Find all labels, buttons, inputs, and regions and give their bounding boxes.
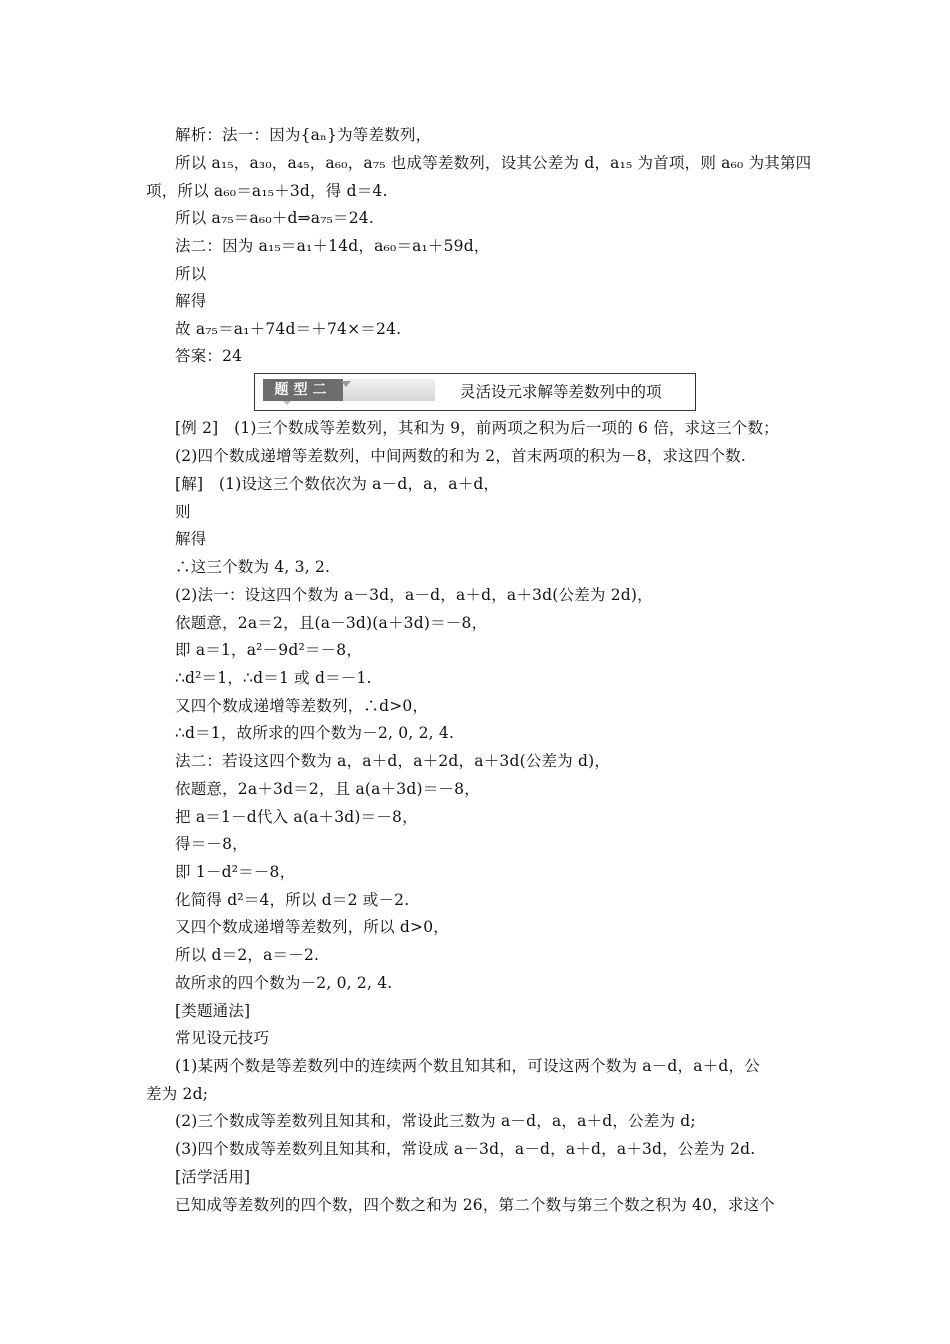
text-line: 解析：法一：因为{aₙ}为等差数列， xyxy=(175,126,432,144)
text-line: 得＝－8， xyxy=(175,835,248,853)
text-line: 解得 xyxy=(175,530,207,548)
text-line: 所以 d＝2，a＝－2. xyxy=(175,946,320,964)
text-line: [例 2] (1)三个数成等差数列，其和为 9，前两项之积为后一项的 6 倍，求这三个数； xyxy=(175,419,779,437)
text-line: 常见设元技巧 xyxy=(175,1029,270,1047)
text-line: 故 a₇₅＝a₁＋74d＝＋74×＝24. xyxy=(175,320,402,338)
text-line: ∴d＝1，故所求的四个数为－2, 0, 2, 4. xyxy=(175,724,455,742)
text-line: 差为 2d; xyxy=(146,1085,209,1103)
text-line: (2)三个数成等差数列且知其和，常设此三数为 a－d，a，a＋d，公差为 d; xyxy=(175,1112,696,1130)
text-line: (2)法一：设这四个数为 a－3d，a－d，a＋d，a＋3d(公差为 2d)， xyxy=(175,586,653,604)
section-tag xyxy=(263,379,435,401)
text-line: 已知成等差数列的四个数，四个数之和为 26，第二个数与第三个数之积为 40，求这个 xyxy=(175,1196,776,1214)
text-line: 依题意，2a＋3d＝2，且 a(a＋3d)＝－8， xyxy=(175,780,480,798)
text-line: ∴这三个数为 4, 3, 2. xyxy=(175,558,331,576)
text-line: [活学活用] xyxy=(175,1168,251,1186)
text-line: [类题通法] xyxy=(175,1002,251,1020)
section-title: 灵活设元求解等差数列中的项 xyxy=(460,383,662,401)
text-line: 把 a＝1－d代入 a(a＋3d)＝－8， xyxy=(175,808,418,826)
text-line: [解] (1)设这三个数依次为 a－d，a，a＋d， xyxy=(175,475,500,493)
text-line: 依题意，2a＝2，且(a－3d)(a＋3d)＝－8， xyxy=(175,614,488,632)
text-line: 则 xyxy=(175,503,191,521)
text-line: 即 a＝1，a²－9d²＝－8， xyxy=(175,641,363,659)
text-line: 法二：若设这四个数为 a，a＋d，a＋2d，a＋3d(公差为 d)， xyxy=(175,752,611,770)
text-line: 项，所以 a₆₀＝a₁₅＋3d，得 d＝4. xyxy=(146,182,388,200)
section-header-box xyxy=(254,373,696,411)
tag-pointer-icon xyxy=(283,401,291,405)
text-line: 又四个数成递增等差数列，所以 d>0， xyxy=(175,918,449,936)
text-line: 所以 xyxy=(175,265,207,283)
tag-notch-icon xyxy=(341,381,351,387)
text-line: ∴d²＝1，∴d＝1 或 d＝－1. xyxy=(175,669,372,687)
text-line: 所以 a₇₅＝a₆₀＋d⇒a₇₅＝24. xyxy=(175,209,374,227)
text-line: 法二：因为 a₁₅＝a₁＋14d，a₆₀＝a₁＋59d， xyxy=(175,237,490,255)
text-line: 即 1－d²＝－8， xyxy=(175,863,296,881)
text-line: 故所求的四个数为－2, 0, 2, 4. xyxy=(175,974,393,992)
text-line: 解得 xyxy=(175,292,207,310)
text-line: 所以 a₁₅，a₃₀，a₄₅，a₆₀，a₇₅ 也成等差数列，设其公差为 d，a₁₅ 为首项，则 a₆₀ 为其第四 xyxy=(175,154,812,172)
text-line: (3)四个数成等差数列且知其和，常设成 a－3d，a－d，a＋d，a＋3d，公差为 2d. xyxy=(175,1140,756,1158)
text-line: (1)某两个数是等差数列中的连续两个数且知其和，可设这两个数为 a－d，a＋d，公 xyxy=(175,1057,760,1075)
text-line: 答案：24 xyxy=(175,347,243,365)
text-line: 化简得 d²＝4，所以 d＝2 或－2. xyxy=(175,891,410,909)
text-line: 又四个数成递增等差数列，∴d>0， xyxy=(175,697,429,715)
text-line: (2)四个数成递增等差数列，中间两数的和为 2，首末两项的积为－8，求这四个数. xyxy=(175,447,747,465)
section-tag-label: 题型二 xyxy=(263,379,343,401)
